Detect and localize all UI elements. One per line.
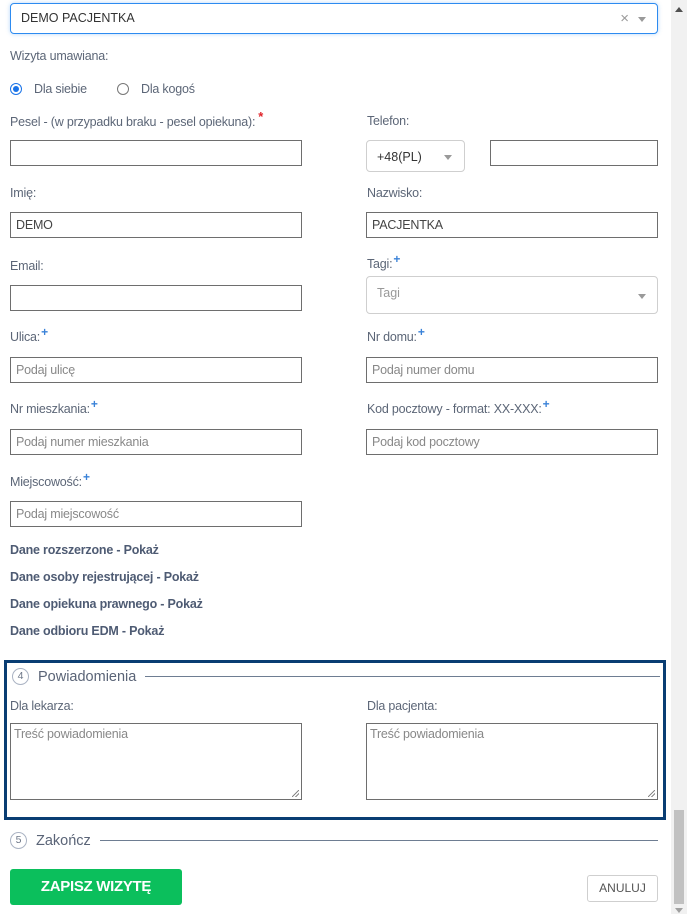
tags-label-text: Tagi: <box>367 257 393 271</box>
radio-other[interactable] <box>117 82 195 96</box>
flat-no-placeholder: Podaj numer mieszkania <box>16 435 149 449</box>
street-placeholder: Podaj ulicę <box>16 363 75 377</box>
cancel-button[interactable]: ANULUJ <box>587 875 658 902</box>
link-guardian-data[interactable]: Dane opiekuna prawnego - Pokaż <box>10 597 203 611</box>
plus-icon[interactable]: + <box>82 470 90 484</box>
visit-for-label: Wizyta umawiana: <box>10 49 109 63</box>
postal-code-input[interactable] <box>366 429 658 455</box>
city-input[interactable] <box>10 501 302 527</box>
required-mark: * <box>258 109 264 124</box>
divider <box>100 840 658 841</box>
patient-note-textarea[interactable] <box>366 723 658 800</box>
section-title: Zakończ <box>36 832 91 849</box>
phone-prefix-value: +48(PL) <box>377 150 422 164</box>
pesel-input[interactable] <box>10 140 302 166</box>
postal-code-placeholder: Podaj kod pocztowy <box>372 435 480 449</box>
patient-select[interactable] <box>10 3 658 34</box>
scrollbar[interactable] <box>671 0 687 914</box>
postal-code-label <box>367 397 550 416</box>
city-placeholder: Podaj miejscowość <box>16 507 119 521</box>
phone-label: Telefon: <box>367 114 410 128</box>
link-extended-data[interactable]: Dane rozszerzone - Pokaż <box>10 543 159 557</box>
postal-code-label-text: Kod pocztowy - format: XX-XXX: <box>367 402 542 416</box>
radio-other-label: Dla kogoś <box>141 82 195 96</box>
flat-no-label-text: Nr mieszkania: <box>10 402 90 416</box>
divider <box>145 676 660 677</box>
step-number: 5 <box>10 832 27 849</box>
link-edm-data[interactable]: Dane odbioru EDM - Pokaż <box>10 624 165 638</box>
link-registrant-data[interactable]: Dane osoby rejestrującej - Pokaż <box>10 570 199 584</box>
plus-icon[interactable]: + <box>90 397 98 411</box>
doctor-note-placeholder: Treść powiadomienia <box>14 727 128 741</box>
notifications-section <box>4 660 666 820</box>
tags-placeholder: Tagi <box>377 286 400 300</box>
plus-icon[interactable]: + <box>41 325 48 339</box>
street-label <box>10 325 48 344</box>
flat-no-input[interactable] <box>10 429 302 455</box>
scroll-down-icon[interactable] <box>675 908 683 913</box>
plus-icon[interactable]: + <box>393 252 401 266</box>
scrollbar-thumb[interactable] <box>674 810 684 904</box>
step-number: 4 <box>12 668 29 685</box>
patient-note-label: Dla pacjenta: <box>367 699 438 713</box>
patient-note-placeholder: Treść powiadomienia <box>370 727 484 741</box>
house-no-label-text: Nr domu: <box>367 330 417 344</box>
doctor-note-textarea[interactable] <box>10 723 302 800</box>
email-input[interactable] <box>10 285 302 311</box>
city-label-text: Miejscowość: <box>10 475 82 489</box>
email-label: Email: <box>10 259 44 273</box>
house-no-placeholder: Podaj numer domu <box>372 363 475 377</box>
radio-self-icon[interactable] <box>10 83 22 95</box>
first-name-input[interactable]: DEMO <box>10 212 302 238</box>
clear-icon[interactable]: × <box>620 10 629 27</box>
finish-header <box>10 832 658 849</box>
street-label-text: Ulica: <box>10 330 41 344</box>
tags-select[interactable] <box>366 276 658 314</box>
scroll-up-icon[interactable] <box>675 7 683 12</box>
last-name-input[interactable]: PACJENTKA <box>366 212 658 238</box>
chevron-down-icon <box>638 294 646 299</box>
resize-grip-icon[interactable] <box>292 790 299 797</box>
patient-select-value: DEMO PACJENTKA <box>21 11 135 25</box>
save-visit-button[interactable]: ZAPISZ WIZYTĘ <box>10 869 182 905</box>
street-input[interactable] <box>10 357 302 383</box>
city-label <box>10 470 90 489</box>
house-no-label <box>367 325 425 344</box>
chevron-down-icon[interactable] <box>638 17 646 22</box>
house-no-input[interactable] <box>366 357 658 383</box>
pesel-label <box>10 109 264 129</box>
phone-prefix-select[interactable] <box>366 140 465 172</box>
tags-label <box>367 252 401 271</box>
notifications-header <box>12 668 660 685</box>
radio-self[interactable] <box>10 82 87 96</box>
resize-grip-icon[interactable] <box>648 790 655 797</box>
last-name-label: Nazwisko: <box>367 186 423 200</box>
doctor-note-label: Dla lekarza: <box>10 699 74 713</box>
chevron-down-icon <box>444 155 452 160</box>
radio-self-label: Dla siebie <box>34 82 87 96</box>
first-name-label: Imię: <box>10 186 37 200</box>
plus-icon[interactable]: + <box>417 325 425 339</box>
radio-other-icon[interactable] <box>117 83 129 95</box>
phone-input[interactable] <box>490 140 658 166</box>
plus-icon[interactable]: + <box>542 397 550 411</box>
section-title: Powiadomienia <box>38 668 137 685</box>
flat-no-label <box>10 397 98 416</box>
pesel-label-text: Pesel - (w przypadku braku - pesel opiekuna): <box>10 115 256 129</box>
